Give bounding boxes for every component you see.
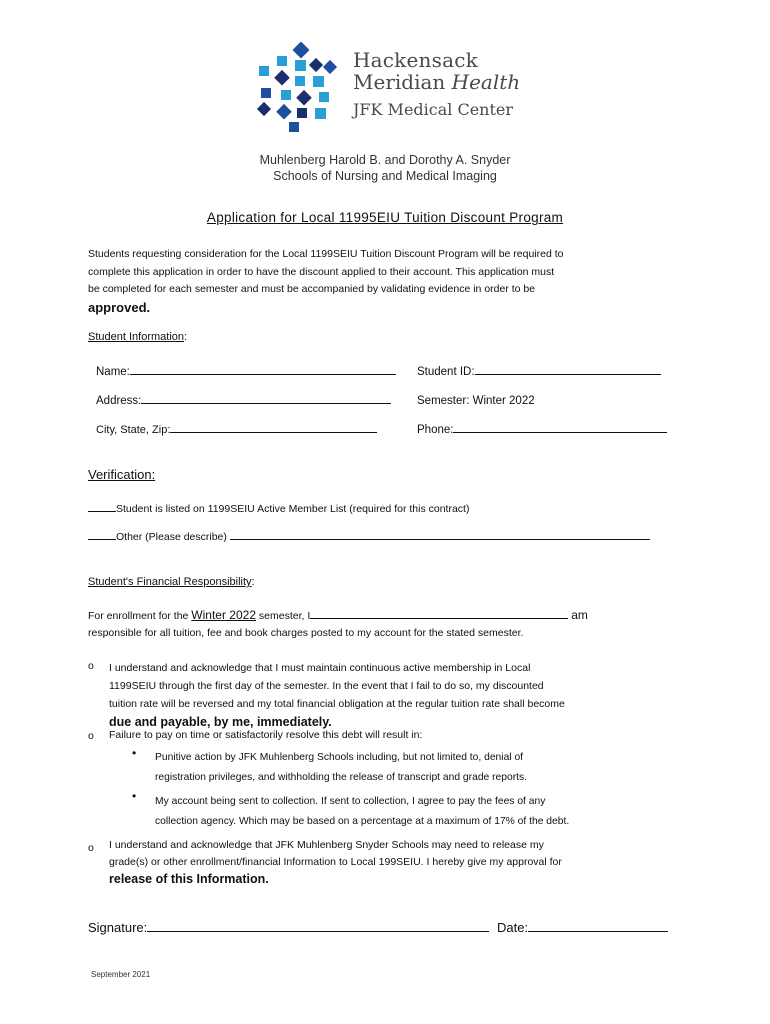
footer-date: September 2021 (91, 970, 151, 979)
failure-to-pay-paragraph: Failure to pay on time or satisfactorily resolve this debt will result in: (109, 729, 423, 741)
release-paragraph: I understand and acknowledge that JFK Muhlenberg Snyder Schools may need to release my grade(s) or other enrollment/financial Information to Local 199SEIU. I hereby give my approval for release of this Information. (109, 839, 562, 886)
student-id-field[interactable]: Student ID: (417, 366, 661, 378)
membership-paragraph: I understand and acknowledge that I must maintain continuous active membership in Local 1199SEIU through the first day of the semester. In the event that I fail to do so, my discounted tuition rate will be reversed and my total financial obligation at the regular tuition rate shall become due and payable, by me, immediately. (109, 662, 565, 729)
brand-line-3: JFK Medical Center (353, 100, 514, 119)
financial-heading: Student's Financial Responsibility: (88, 576, 255, 588)
brand-wordmark (353, 50, 520, 118)
document-title: Application for Local 11995EIU Tuition Discount Program (206, 210, 564, 225)
o-marker: o (88, 842, 94, 854)
name-field[interactable]: Name: (96, 366, 396, 378)
date-field[interactable]: Date: (497, 920, 668, 935)
student-info-heading: Student Information: (88, 331, 188, 343)
bullet-marker: • (132, 789, 137, 803)
brand-line-2: Meridian Health (353, 70, 521, 94)
verification-item-member-list[interactable]: Student is listed on 1199SEIU Active Member List (required for this contract) (88, 503, 469, 515)
hmh-logo-mark (255, 42, 343, 134)
intro-paragraph: Students requesting consideration for the Local 1199SEIU Tuition Discount Program will be required to complete this application in order to have the discount applied to their account. This application must be completed for each semester and must be accompanied by validating evidence in order to be approved. (88, 248, 564, 315)
phone-field[interactable]: Phone: (417, 424, 667, 436)
bullet-collection: My account being sent to collection. If sent to collection, I agree to pay the fees of any collection agency. Which may be based on a percentage at a maximum of 17% of the debt. (155, 796, 570, 827)
verification-item-other[interactable]: Other (Please describe) (88, 531, 650, 543)
o-marker: o (88, 660, 94, 672)
enrollment-statement[interactable]: For enrollment for the Winter 2022 semester, I am (88, 608, 588, 622)
o-marker: o (88, 730, 94, 742)
responsibility-statement: responsible for all tuition, fee and book charges posted to my account for the stated semester. (88, 627, 524, 639)
verification-heading: Verification: (88, 467, 156, 482)
city-state-zip-field[interactable]: City, State, Zip: (96, 424, 377, 436)
bullet-marker: • (132, 746, 137, 760)
semester-value: Semester: Winter 2022 (417, 395, 535, 407)
school-name: Muhlenberg Harold B. and Dorothy A. Snyder Schools of Nursing and Medical Imaging (259, 153, 511, 183)
brand-line-1: Hackensack (353, 48, 478, 72)
address-field[interactable]: Address: (96, 395, 391, 407)
signature-field[interactable]: Signature: (88, 920, 489, 935)
bullet-punitive-action: Punitive action by JFK Muhlenberg Schools including, but not limited to, denial of registration privileges, and withholding the release of transcript and grade reports. (155, 752, 528, 783)
